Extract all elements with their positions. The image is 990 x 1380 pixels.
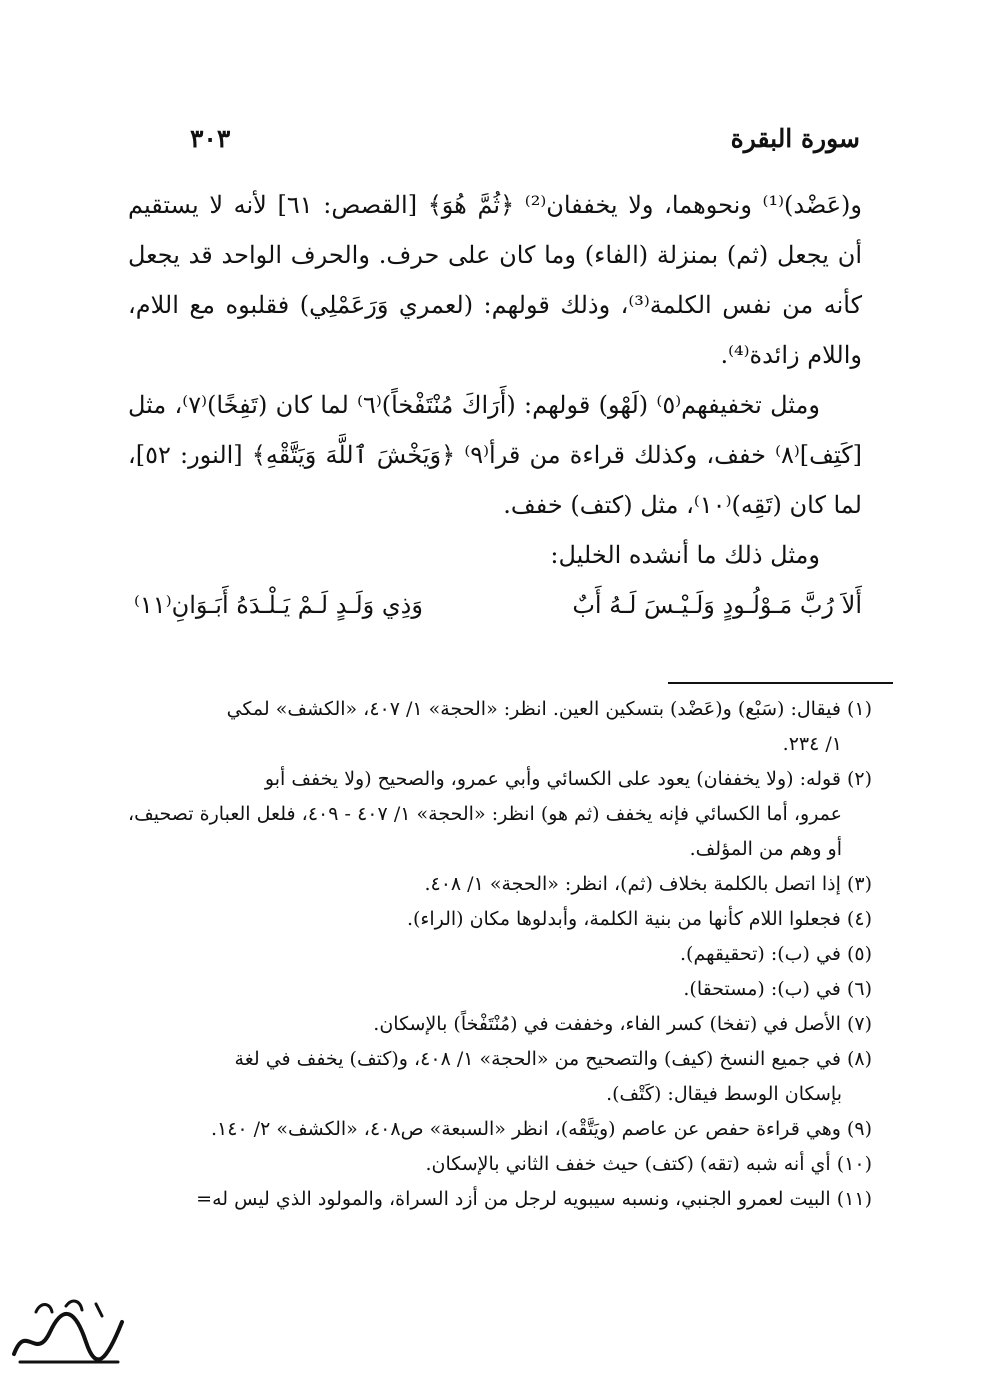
footnote: (٧) الأصل في (تفخا) كسر الفاء، وخففت في (مُنْتَفْخاً) بالإسكان. xyxy=(373,1013,872,1035)
verse-first-hemistich: أَلاَ رُبَّ مَـوْلُـودٍ وَلَـيْـسَ لَـهُ أَبٌ xyxy=(572,591,862,619)
footnote: (١٠) أي أنه شبه (تقه) (كتف) حيث خفف الثاني بالإسكان. xyxy=(425,1153,872,1175)
footnote: (٦) في (ب): (مستحقا). xyxy=(683,978,872,1000)
footnote: (٨) في جميع النسخ (كيف) والتصحيح من «الحجة» ١/ ٤٠٨، و(كتف) يخفف في لغة بإسكان الوسط فيقال: (كَتْف). xyxy=(234,1048,872,1105)
footnote: (٩) وهي قراءة حفص عن عاصم (ويَتَّقْه)، انظر «السبعة» ص٤٠٨، «الكشف» ٢/ ١٤٠. xyxy=(210,1118,872,1140)
page-header xyxy=(190,118,860,158)
footnotes xyxy=(128,692,872,1217)
watermark-logo xyxy=(6,1292,130,1372)
paragraph-2: ومثل تخفيفهم⁽٥⁾ (لَهْو) قولهم: (أَرَاكَ مُنْتَفْخاً)⁽٦⁾ لما كان (تَفِخًا)⁽٧⁾، مثل [كَتِف]⁽٨⁾ خفف، وكذلك قراءة من قرأ⁽٩⁾ ﴿وَيَخْشَ ٱللَّهَ وَيَتَّقْهِ﴾ [النور: ٥٢]، لما كان (تَقِه)⁽١٠⁾، مثل (كتف) خفف. xyxy=(128,391,863,519)
surah-title: سورة البقرة xyxy=(730,123,860,153)
verse-second-hemistich: وَذِي وَلَـدٍ لَـمْ يَـلْـدَهُ أَبَـوَانِ⁽١١⁾ xyxy=(134,591,423,619)
footnote: (٣) إذا اتصل بالكلمة بخلاف (ثم)، انظر: «الحجة» ١/ ٤٠٨. xyxy=(424,873,872,895)
page-number: ٣٠٣ xyxy=(190,123,231,153)
footnote: (٢) قوله: (ولا يخففان) يعود على الكسائي وأبي عمرو، والصحيح (ولا يخفف أبو عمرو، أما الكسائي فإنه يخفف (ثم هو) انظر: «الحجة» ١/ ٤٠٧ - ٤٠٩، فلعل العبارة تصحيف، أو وهم من المؤلف. xyxy=(128,768,872,860)
main-text xyxy=(128,180,862,630)
footnote: (١١) البيت لعمرو الجنبي، ونسبه سيبويه لرجل من أزد السراة، والمولود الذي ليس له= xyxy=(196,1188,872,1210)
footnote-separator xyxy=(668,682,893,684)
footnote: (٤) فجعلوا اللام كأنها من بنية الكلمة، وأبدلوها مكان (الراء). xyxy=(406,908,872,930)
footnote: (٥) في (ب): (تحقيقهم). xyxy=(680,943,872,965)
footnote: (١) فيقال: (سَبْع) و(عَضْد) بتسكين العين. انظر: «الحجة» ١/ ٤٠٧، «الكشف» لمكي ١/ ٢٣٤. xyxy=(226,698,872,755)
paragraph-3: ومثل ذلك ما أنشده الخليل: xyxy=(550,541,820,569)
poetry-verse xyxy=(128,580,862,630)
paragraph-1: و(عَضْد)⁽¹⁾ ونحوهما، ولا يخففان⁽²⁾ ﴿ثُمَّ هُوَ﴾ [القصص: ٦١] لأنه لا يستقيم أن يجعل (ثم) بمنزلة (الفاء) وما كان على حرف. والحرف الواحد قد يجعل كأنه من نفس الكلمة⁽³⁾، وذلك قولهم: (لعمري وَرَعَمْلِي) فقلبوه مع اللام، واللام زائدة⁽⁴⁾. xyxy=(128,191,863,369)
